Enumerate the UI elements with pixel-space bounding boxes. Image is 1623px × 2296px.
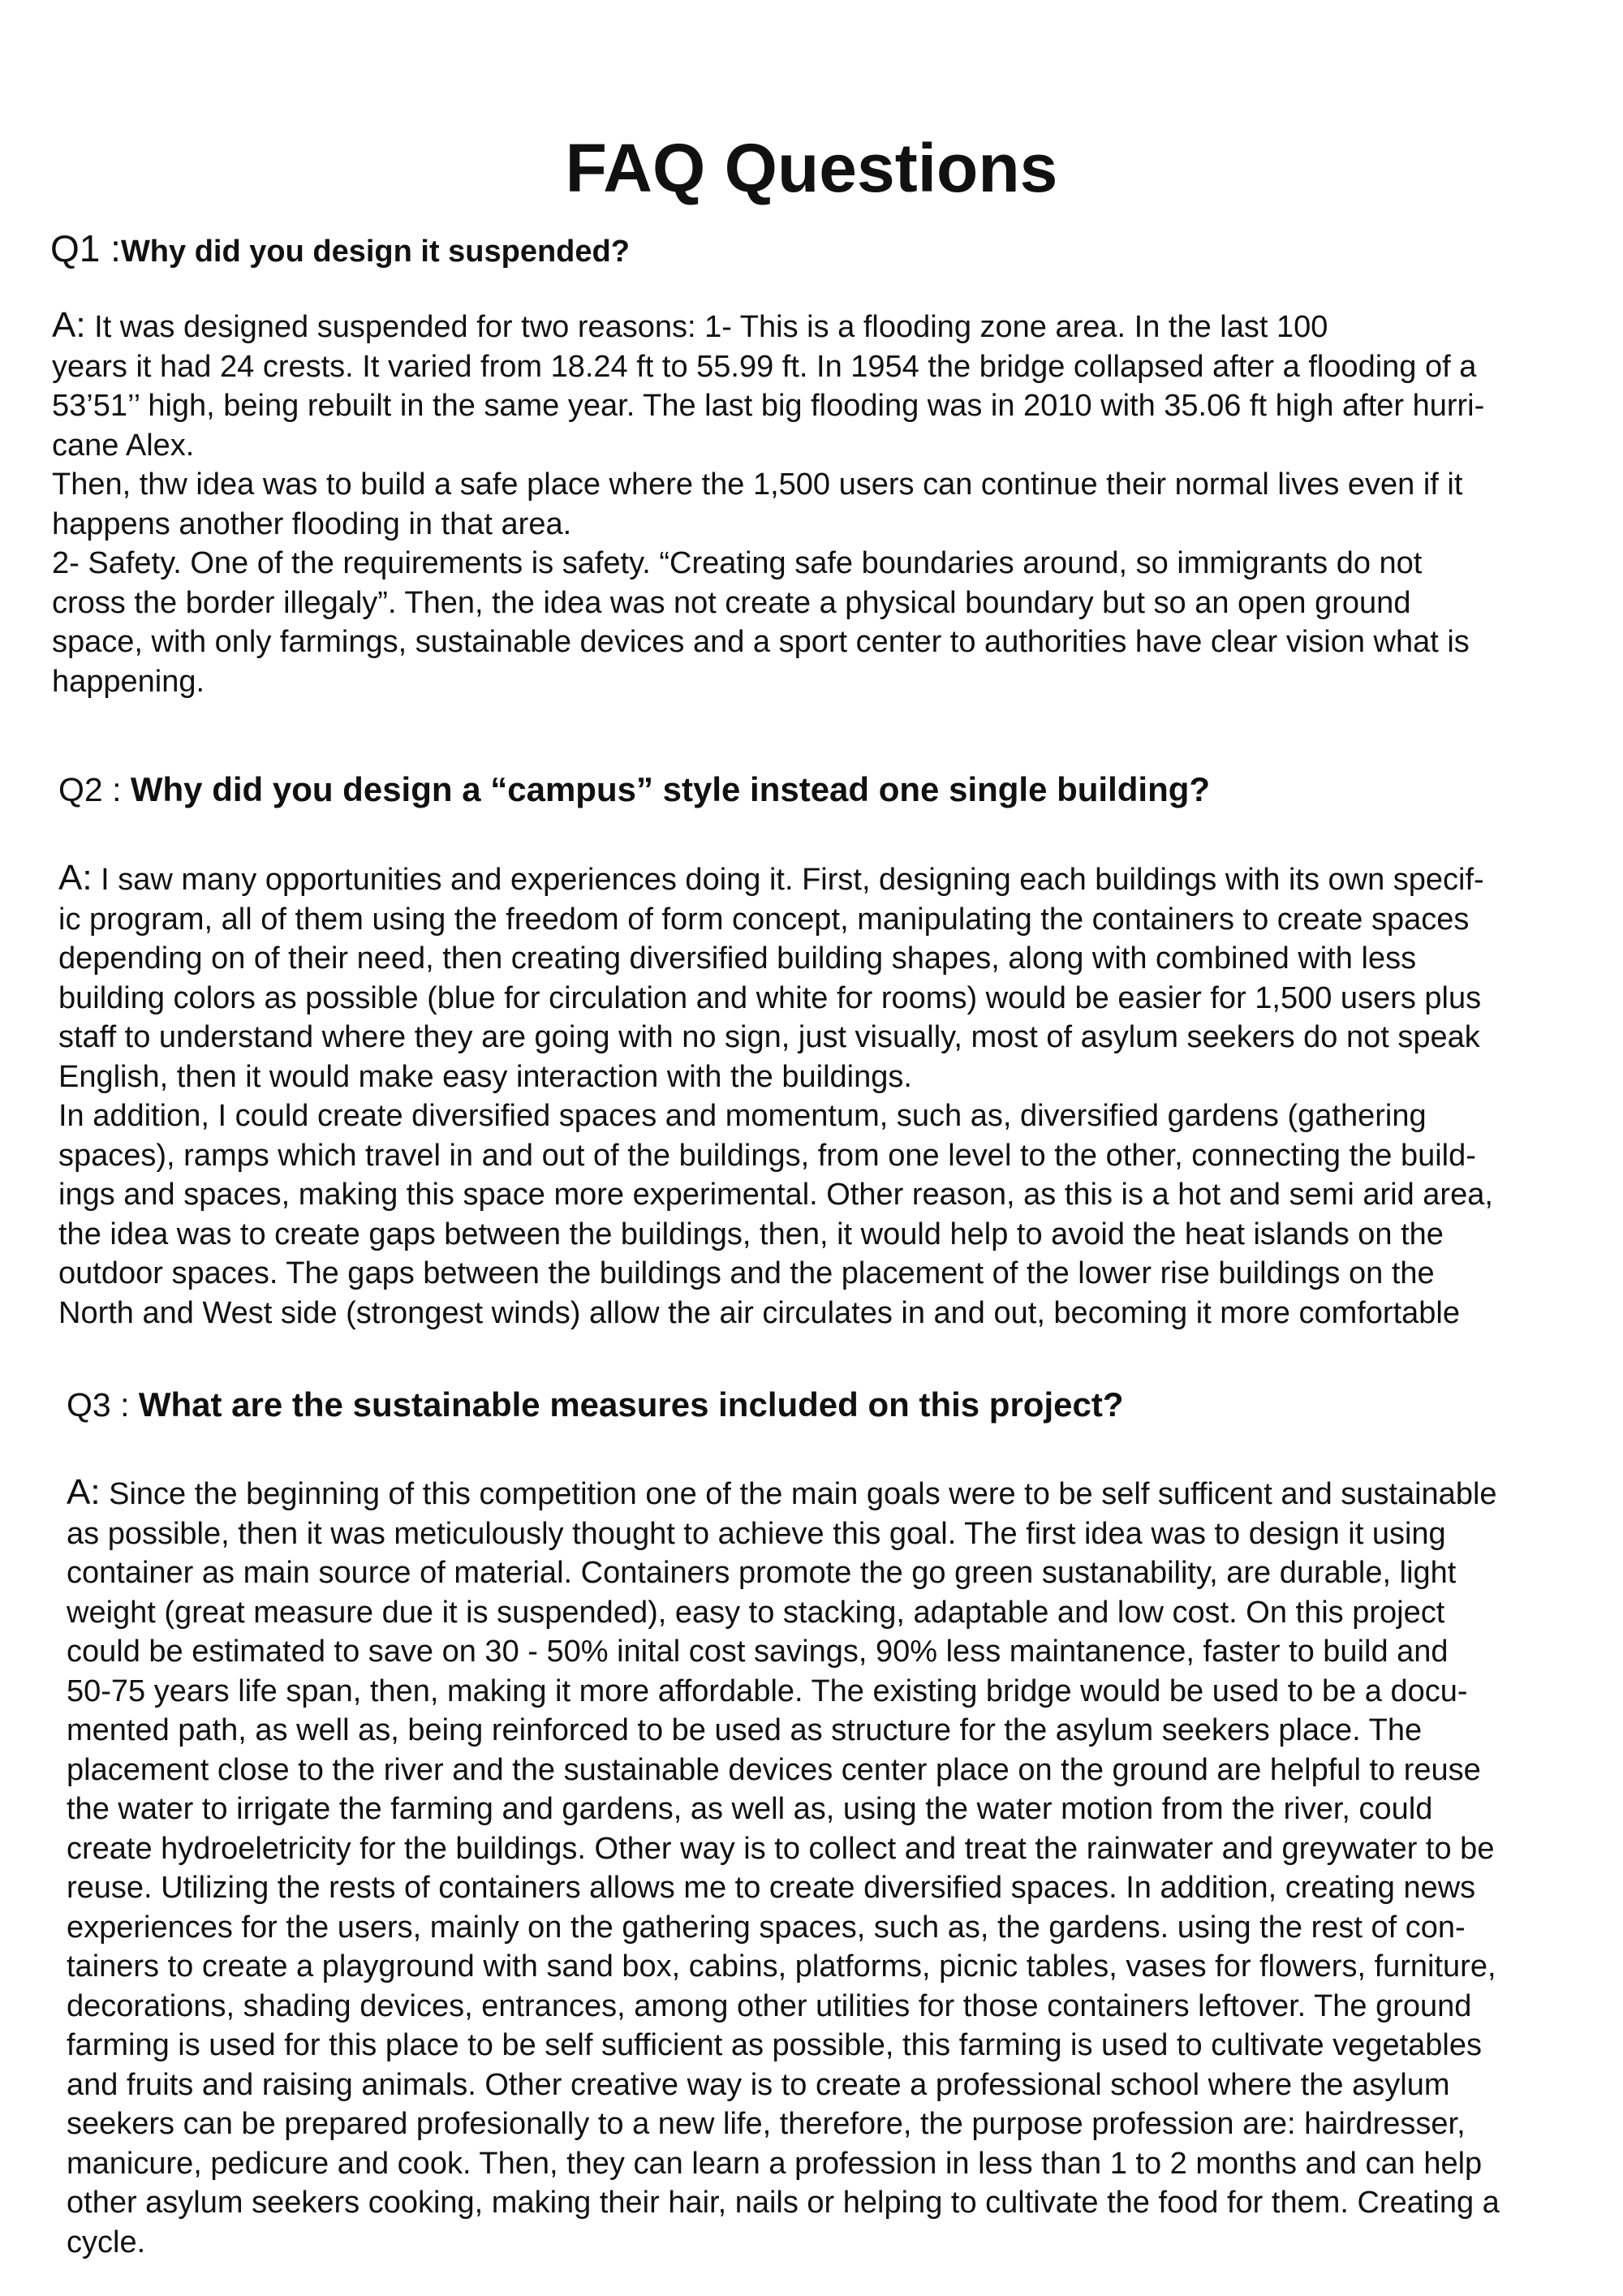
answer-line: A: I saw many opportunities and experiences doing it. First, designing each buildings with its own specif- [58,858,1484,898]
answer-line: years it had 24 crests. It varied from 18.24 ft to 55.99 ft. In 1954 the bridge collapsed after a flooding of a [52,349,1477,384]
page-title: FAQ Questions [565,130,1058,207]
answer-line: placement close to the river and the sustainable devices center place on the ground are helpful to reuse [67,1752,1481,1787]
question-label: Q2 : [58,771,131,808]
answer-label: A: [52,305,86,345]
question-text: What are the sustainable measures included on this project? [138,1385,1124,1424]
answer-line: experiences for the users, mainly on the gathering spaces, such as, the gardens. using the rest of con- [67,1910,1466,1945]
answer-label: A: [67,1472,101,1512]
answer-line: spaces), ramps which travel in and out of the buildings, from one level to the other, connecting the build- [58,1138,1476,1173]
question-label: Q3 : [67,1386,139,1424]
answer-line: In addition, I could create diversified spaces and momentum, such as, diversified gardens (gathering [58,1099,1427,1133]
answer-line: cross the border illegaly”. Then, the idea was not create a physical boundary but so an open ground [52,585,1411,620]
answer-line: the idea was to create gaps between the buildings, then, it would help to avoid the heat islands on the [58,1217,1444,1251]
answer-line: other asylum seekers cooking, making their hair, nails or helping to cultivate the food for them. Creating a [67,2186,1500,2220]
answer-line: 2- Safety. One of the requirements is safety. “Creating safe boundaries around, so immigrants do not [52,546,1423,580]
answer-line: happening. [52,664,205,699]
answer-line: cycle. [67,2225,146,2259]
answer-line: mented path, as well as, being reinforced to be used as structure for the asylum seekers place. The [67,1713,1423,1747]
faq-question-3 [67,1382,1124,1428]
faq-answer-3 [67,1473,1584,2262]
answer-line: as possible, then it was meticulously thought to achieve this goal. The first idea was to design it using [67,1516,1446,1551]
answer-line: A: It was designed suspended for two reasons: 1- This is a flooding zone area. In the last 100 [52,305,1328,345]
answer-line: 50-75 years life span, then, making it more affordable. The existing bridge would be used to be a docu- [67,1674,1468,1708]
answer-line: A: Since the beginning of this competition one of the main goals were to be self sufficent and sustainable [67,1472,1497,1512]
answer-line: and fruits and raising animals. Other creative way is to create a professional school where the asylum [67,2067,1450,2102]
answer-line: manicure, pedicure and cook. Then, they can learn a profession in less than 1 to 2 months and can help [67,2146,1483,2181]
answer-line: the water to irrigate the farming and gardens, as well as, using the water motion from the river, could [67,1792,1433,1826]
answer-line: outdoor spaces. The gaps between the buildings and the placement of the lower rise buildings on the [58,1256,1435,1290]
answer-line: happens another flooding in that area. [52,506,572,541]
answer-line: 53’51’’ high, being rebuilt in the same year. The last big flooding was in 2010 with 35.06 ft high after hurri- [52,389,1485,423]
answer-line: seekers can be prepared profesionally to a new life, therefore, the purpose profession are: hairdresser, [67,2107,1466,2141]
answer-line: reuse. Utilizing the rests of containers allows me to create diversified spaces. In addition, creating news [67,1871,1476,1905]
answer-line: farming is used for this place to be self sufficient as possible, this farming is used to cultivate vegetables [67,2028,1482,2062]
question-label: Q1 : [50,227,121,269]
answer-line: depending on of their need, then creating diversified building shapes, along with combined with less [58,941,1417,976]
answer-line: space, with only farmings, sustainable devices and a sport center to authorities have clear vision what is [52,625,1470,659]
question-text: Why did you design a “campus” style instead one single building? [130,770,1211,808]
faq-answer-1 [52,306,1586,701]
question-text: Why did you design it suspended? [120,235,630,269]
answer-line: create hydroeletricity for the buildings. Other way is to collect and treat the rainwater and greywater to be [67,1831,1495,1866]
answer-line: tainers to create a playground with sand box, cabins, platforms, picnic tables, vases for flowers, furniture, [67,1949,1496,1984]
answer-line: building colors as possible (blue for circulation and white for rooms) would be easier for 1,500 users plus [58,980,1482,1015]
answer-line: English, then it would make easy interaction with the buildings. [58,1059,912,1094]
answer-label: A: [58,858,93,898]
answer-line: Then, thw idea was to build a safe place where the 1,500 users can continue their normal lives even if it [52,467,1463,502]
answer-line: cane Alex. [52,428,195,463]
answer-line: ings and spaces, making this space more experimental. Other reason, as this is a hot and semi arid area, [58,1178,1493,1212]
faq-answer-2 [58,859,1581,1333]
answer-line: container as main source of material. Containers promote the go green sustanability, are durable, light [67,1556,1457,1590]
answer-line: staff to understand where they are going with no sign, just visually, most of asylum seekers do not speak [58,1020,1480,1054]
faq-question-2 [58,767,1210,812]
answer-line: ic program, all of them using the freedom of form concept, manipulating the containers to create spaces [58,902,1470,937]
answer-line: decorations, shading devices, entrances, among other utilities for those containers leftover. The ground [67,1988,1472,2023]
answer-line: could be estimated to save on 30 - 50% inital cost savings, 90% less maintanence, faster to build and [67,1635,1449,1669]
faq-question-1 [50,226,630,274]
answer-line: weight (great measure due it is suspended), easy to stacking, adaptable and low cost. On this project [67,1595,1445,1630]
answer-line: North and West side (strongest winds) allow the air circulates in and out, becoming it more comfortable [58,1295,1460,1330]
